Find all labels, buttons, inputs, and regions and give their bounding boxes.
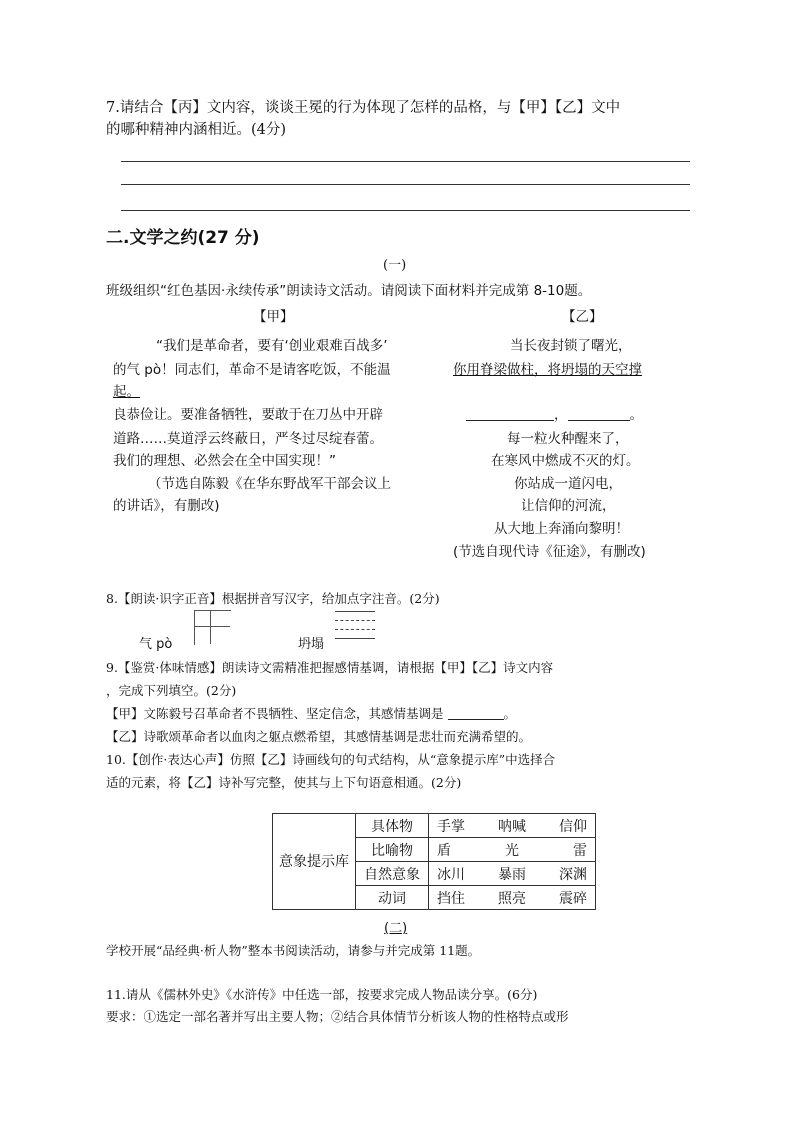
pinyin-line-icon [335, 611, 375, 612]
jia-line-4: 良恭俭让。要准备牺牲，要敢于在刀丛中开辟 [113, 407, 383, 423]
yi-line-5: 在寒风中燃成不灭的灯。 [491, 453, 640, 469]
jia-source-1: （节选自陈毅《在华东野战军干部会议上 [148, 476, 391, 492]
jia-source-2: 的讲话》，有删改) [113, 498, 220, 514]
answer-line-2 [121, 184, 690, 185]
yi-blank-1[interactable] [466, 406, 554, 421]
q9-line-3: 【甲】文陈毅号召革命者不畏牺牲、坚定信念，其感情基调是 。 [106, 706, 517, 721]
library-item: 手掌 [437, 818, 465, 835]
q7-line-1: 7.请结合【丙】文内容，谈谈王冕的行为体现了怎样的品格，与【甲】【乙】文中 [106, 100, 621, 116]
library-title: 意象提示库 [273, 814, 356, 910]
yi-blank-2[interactable] [568, 406, 630, 421]
library-item: 挡住 [437, 890, 465, 907]
section-2-intro: 班级组织“红色基因·永续传承”朗读诗文活动。请阅读下面材料并完成第 8-10题。 [106, 283, 592, 299]
library-item: 冰川 [437, 866, 465, 883]
q9-line-2: ，完成下列填空。(2分) [106, 683, 237, 698]
part-1-label: (一) [383, 258, 407, 273]
q8-item-2: 坍塌 [298, 637, 325, 652]
q10-line-2: 适的元素，将【乙】诗补写完整，使其与上下句语意相通。(2分) [106, 775, 462, 790]
answer-line-1 [121, 161, 690, 162]
q8-text: 8.【朗读·识字正音】根据拼音写汉字，给加点字注音。(2分) [106, 591, 440, 606]
library-item: 暴雨 [498, 866, 526, 883]
part-2-label: (二) [384, 921, 408, 936]
q8-answer-box-1[interactable] [194, 610, 231, 645]
yi-fill-blank-line: ， 。 [466, 403, 643, 423]
section-2-title: 二.文学之约(27 分) [106, 228, 260, 248]
yi-label: 【乙】 [562, 309, 603, 325]
q9-answer-blank[interactable] [448, 705, 504, 720]
q10-line-1: 10.【创作·表达心声】仿照【乙】诗画线句的句式结构，从“意象提示库”中选择合 [106, 752, 556, 767]
answer-line-3 [121, 210, 690, 211]
q9-line-4: 【乙】诗歌颂革命者以血肉之躯点燃希望，其感情基调是悲壮而充满希望的。 [106, 729, 532, 744]
library-item: 照亮 [498, 890, 526, 907]
yi-line-8: 从大地上奔涌向黎明！ [494, 521, 629, 537]
library-item: 深渊 [559, 866, 587, 883]
yi-blank-separator: ， [554, 407, 568, 423]
library-item: 呐喊 [498, 818, 526, 835]
pinyin-line-icon [335, 638, 375, 639]
yi-line-2-underlined: 你用脊梁做柱，将坍塌的天空撑 [453, 362, 642, 378]
jia-line-1: “我们是革命者，要有‘创业艰难百战多’ [156, 338, 388, 354]
library-row-label: 自然意象 [356, 862, 429, 886]
library-item: 光 [505, 842, 519, 859]
yi-line-4: 每一粒火种醒来了， [507, 431, 629, 447]
jia-line-6: 我们的理想、必然会在全中国实现！” [113, 453, 336, 469]
q8-item-1: 气 pò [139, 637, 173, 652]
library-row-label: 具体物 [356, 814, 429, 838]
library-row-label: 动词 [356, 886, 429, 910]
pinyin-line-icon [335, 620, 375, 621]
yi-line-6: 你站成一道闪电， [514, 476, 622, 492]
library-item: 雷 [573, 842, 587, 859]
box-divider-icon [210, 610, 211, 644]
yi-line-7: 让信仰的河流， [521, 498, 616, 514]
library-item: 震碎 [559, 890, 587, 907]
library-item: 盾 [437, 842, 451, 859]
q9-line-1: 9.【鉴赏·体味情感】朗读诗文需精准把握感情基调，请根据【甲】【乙】诗文内容 [106, 660, 554, 675]
yi-source: (节选自现代诗《征途》，有删改) [453, 544, 646, 560]
library-row-label: 比喻物 [356, 838, 429, 862]
q7-line-2: 的哪种精神内涵相近。(4分) [106, 122, 287, 138]
jia-line-5: 道路……莫道浮云终蔽日，严冬过尽绽春蕾。 [113, 431, 383, 447]
jia-line-2: 的气 pò！同志们，革命不是请客吃饭，不能温 [113, 362, 391, 378]
jia-line-3: 起。 [113, 384, 140, 400]
q11-line-1: 11.请从《儒林外史》《水浒传》中任选一部，按要求完成人物品读分享。(6分) [106, 987, 538, 1002]
jia-label: 【甲】 [253, 309, 294, 325]
pinyin-line-icon [335, 629, 375, 630]
box-divider-icon [194, 626, 230, 627]
imagery-library-table [272, 813, 596, 910]
q11-line-2: 要求：①选定一部名著并写出主要人物；②结合具体情节分析该人物的性格特点或形 [106, 1009, 569, 1024]
library-item: 信仰 [559, 818, 587, 835]
part-2-intro: 学校开展“品经典·析人物”整本书阅读活动，请参与并完成第 11题。 [106, 943, 481, 958]
yi-line-1: 当长夜封锁了曙光， [510, 338, 632, 354]
